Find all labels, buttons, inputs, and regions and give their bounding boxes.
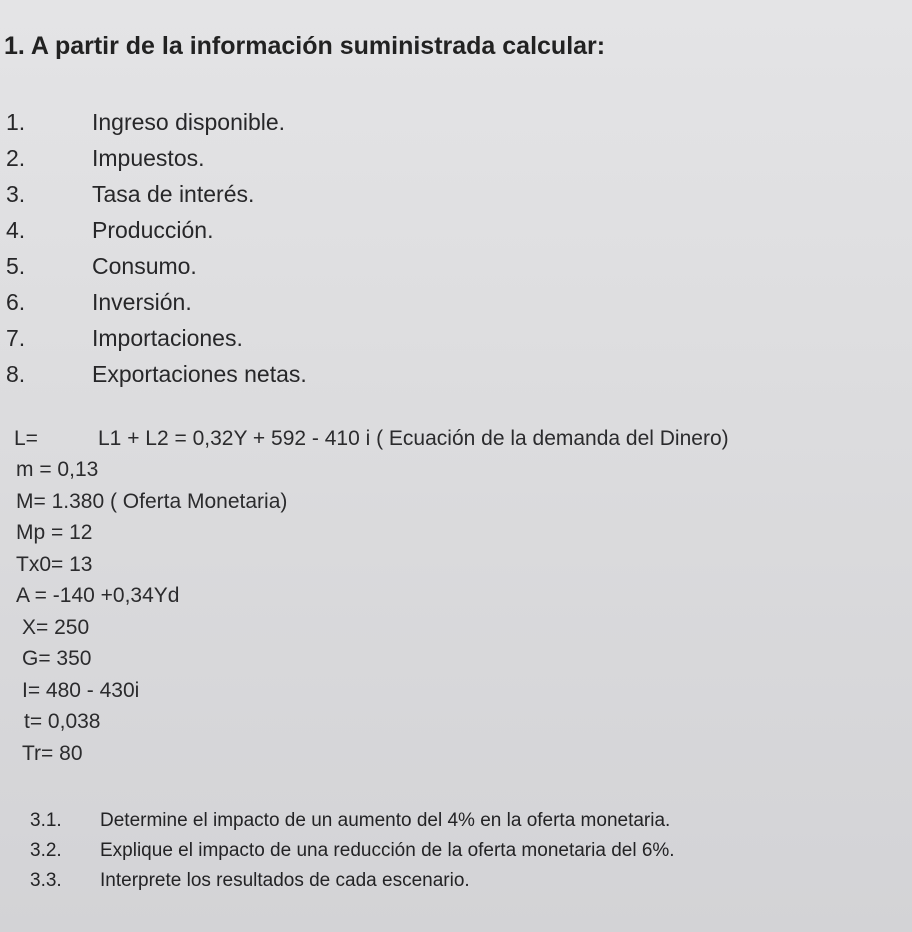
equation-line: A = -140 +0,34Yd [16, 584, 180, 608]
list-item [6, 248, 307, 284]
list-item [6, 320, 307, 356]
equations-block [14, 423, 729, 770]
question-number: 3.3. [30, 870, 62, 891]
list-item-label: Consumo. [92, 252, 197, 279]
equation-line: m = 0,13 [16, 458, 99, 482]
question-item [30, 866, 675, 896]
list-item-number: 3. [6, 180, 26, 207]
list-item-number: 6. [6, 288, 26, 315]
list-item-label: Importaciones. [92, 324, 243, 351]
equation-line: Tx0= 13 [16, 552, 93, 576]
list-item-label: Exportaciones netas. [92, 360, 307, 387]
list-item-label: Tasa de interés. [92, 180, 255, 207]
list-item-number: 5. [6, 252, 26, 279]
equation-line: X= 250 [22, 615, 90, 639]
equation-lhs: L= [14, 426, 38, 450]
exercise-title: 1. A partir de la información suministrada calcular: [4, 32, 606, 60]
equation-line: I= 480 - 430i [22, 678, 140, 702]
list-item-number: 7. [6, 324, 26, 351]
question-item [30, 836, 675, 866]
equation-line: Mp = 12 [16, 521, 93, 545]
question-number: 3.2. [30, 840, 62, 861]
list-item-number: 4. [6, 216, 26, 243]
list-item-number: 1. [6, 108, 26, 135]
list-item [6, 356, 307, 392]
question-text: Explique el impacto de una reducción de la oferta monetaria del 6%. [100, 840, 675, 861]
list-item-number: 8. [6, 360, 26, 387]
list-item-label: Producción. [92, 216, 214, 243]
calculation-list [6, 104, 307, 392]
list-item-number: 2. [6, 144, 26, 171]
list-item-label: Ingreso disponible. [92, 108, 286, 135]
equation-line: M= 1.380 ( Oferta Monetaria) [16, 489, 288, 513]
equation-line: t= 0,038 [24, 710, 101, 734]
list-item [6, 212, 307, 248]
list-item [6, 176, 307, 212]
money-demand-equation [14, 423, 729, 455]
questions-list [30, 806, 675, 896]
list-item [6, 104, 307, 140]
list-item-label: Inversión. [92, 288, 192, 315]
list-item [6, 284, 307, 320]
equation-line: G= 350 [22, 647, 92, 671]
equation-rhs: L1 + L2 = 0,32Y + 592 - 410 i ( Ecuación de la demanda del Dinero) [98, 426, 729, 450]
question-number: 3.1. [30, 810, 62, 831]
list-item [6, 140, 307, 176]
question-item [30, 806, 675, 836]
list-item-label: Impuestos. [92, 144, 205, 171]
question-text: Determine el impacto de un aumento del 4% en la oferta monetaria. [100, 810, 671, 831]
equation-line: Tr= 80 [22, 741, 83, 765]
question-text: Interprete los resultados de cada escenario. [100, 870, 470, 891]
